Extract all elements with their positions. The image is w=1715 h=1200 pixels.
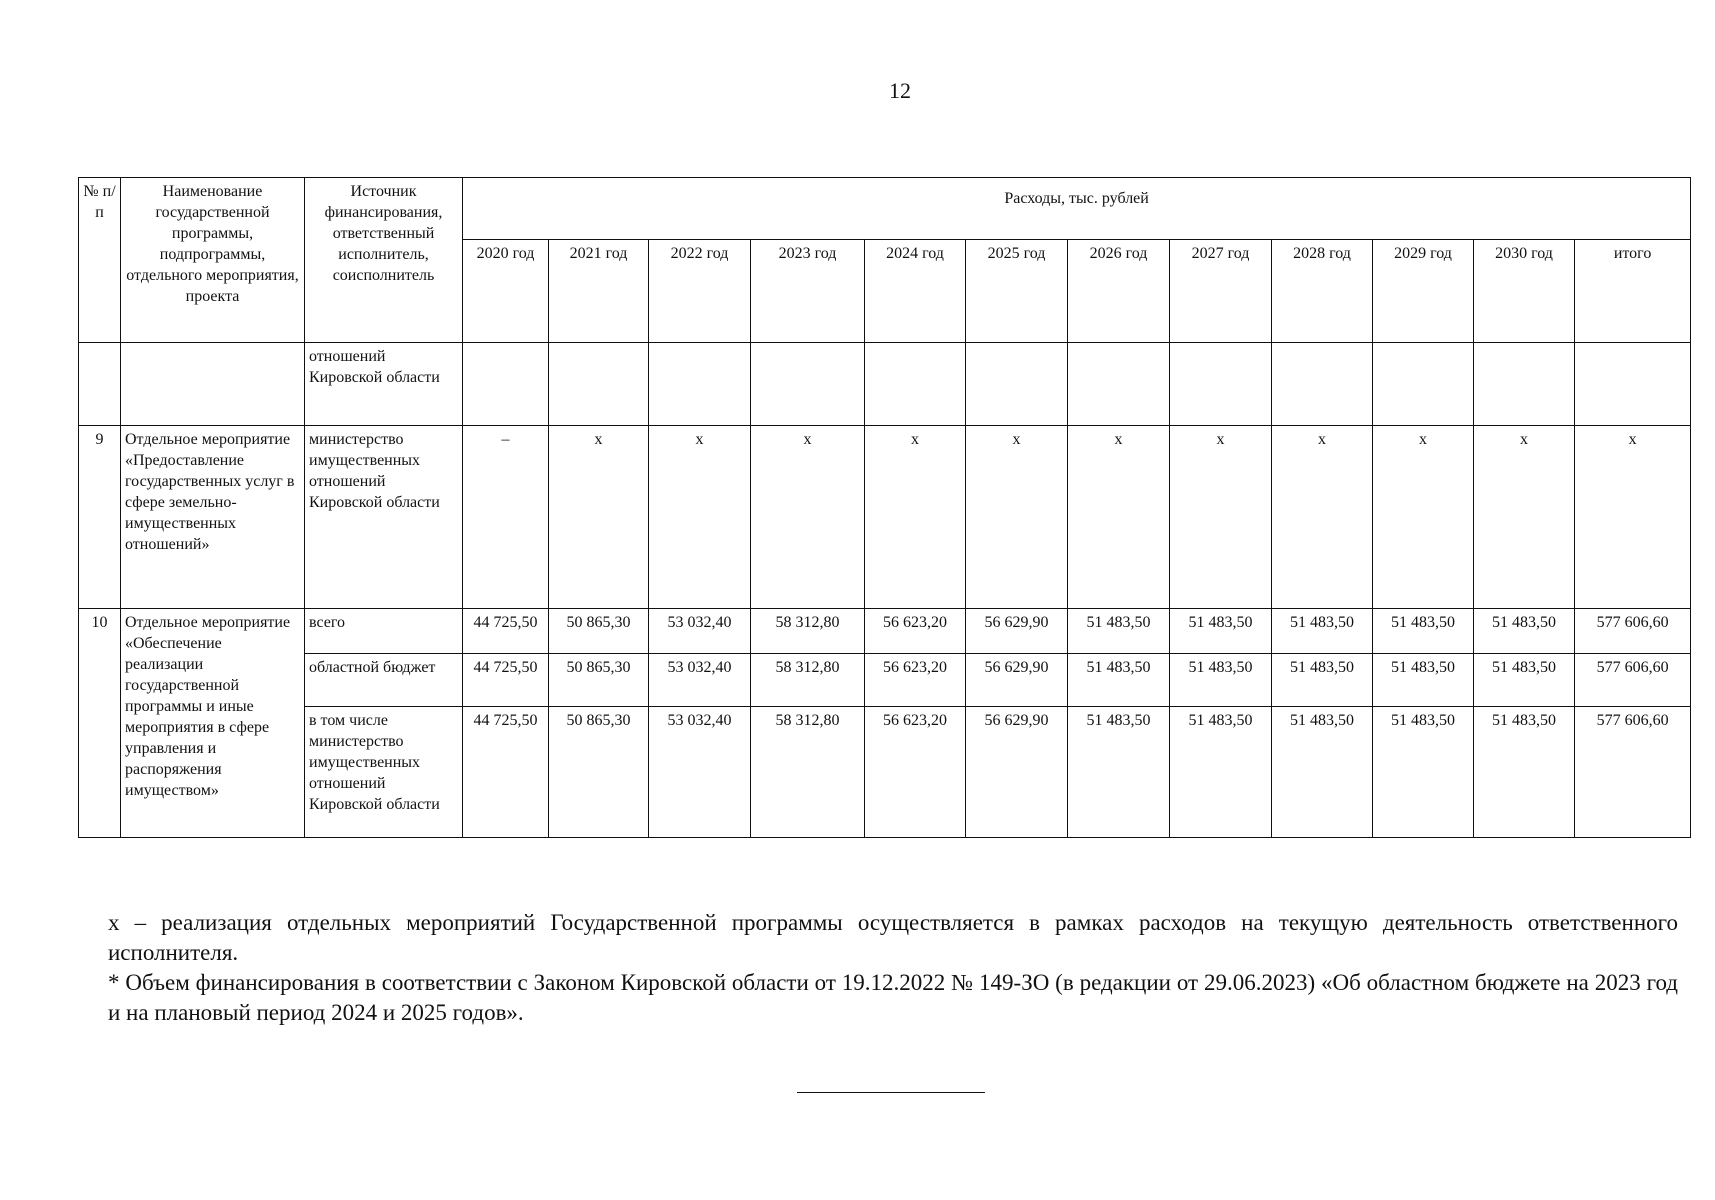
row-10-ministry-value-0: 44 725,50 (463, 707, 549, 838)
row-10-ministry-value-7: 51 483,50 (1170, 707, 1272, 838)
footnote-star: * Объем финансирования в соответствии с Законом Кировской области от 19.12.2022 № 149-ЗО (в редакции от 29.06.2023) «Об областном бюджете на 2023 год и на плановый период 2024 и 2025 годов». (108, 970, 1678, 1025)
row-10-ministry-value-8: 51 483,50 (1272, 707, 1373, 838)
cont-empty-cell (966, 343, 1068, 426)
row-9-value-3: х (751, 426, 865, 609)
year-header-11: итого (1575, 240, 1691, 343)
cont-empty-cell (549, 343, 649, 426)
cont-empty-cell (1474, 343, 1575, 426)
row-10-regional-value-3: 58 312,80 (751, 654, 865, 707)
row-10-regional-value-8: 51 483,50 (1272, 654, 1373, 707)
year-header-8: 2028 год (1272, 240, 1373, 343)
year-header-5: 2025 год (966, 240, 1068, 343)
row-10-ministry-value-2: 53 032,40 (649, 707, 751, 838)
row-10-name: Отдельное мероприятие «Обеспечение реализации государственной программы и иные мероприятия в сфере управления и распоряжения имуществом» (121, 609, 305, 838)
page-number: 12 (889, 78, 911, 103)
footnote-x: х – реализация отдельных мероприятий Государственной программы осуществляется в рамках расходов на текущую деятельность ответственного исполнителя. (108, 910, 1678, 965)
row-9-name: Отдельное мероприятие «Предоставление государственных услуг в сфере земельно-имущественных отношений» (121, 426, 305, 609)
row-10-source-ministry: в том числе министерство имущественных отношений Кировской области (305, 707, 463, 838)
year-header-0: 2020 год (463, 240, 549, 343)
row-10-ministry-value-9: 51 483,50 (1373, 707, 1474, 838)
cont-empty-cell (751, 343, 865, 426)
cont-empty-cell (649, 343, 751, 426)
header-row-1 (79, 178, 1691, 240)
row-10-ministry-value-5: 56 629,90 (966, 707, 1068, 838)
cont-empty-cell (1068, 343, 1170, 426)
row-9-value-9: х (1373, 426, 1474, 609)
row-10-ministry-value-1: 50 865,30 (549, 707, 649, 838)
row-10-regional-value-9: 51 483,50 (1373, 654, 1474, 707)
year-header-4: 2024 год (865, 240, 966, 343)
header-num: № п/п (79, 178, 121, 343)
row-10-ministry-value-3: 58 312,80 (751, 707, 865, 838)
row-10-total-value-2: 53 032,40 (649, 609, 751, 654)
continuation-row (79, 343, 1691, 426)
row-10-total-value-0: 44 725,50 (463, 609, 549, 654)
row-10-ministry (79, 707, 1691, 838)
row-10-total-value-3: 58 312,80 (751, 609, 865, 654)
row-9-value-11: х (1575, 426, 1691, 609)
row-10-ministry-value-6: 51 483,50 (1068, 707, 1170, 838)
year-header-7: 2027 год (1170, 240, 1272, 343)
row-9-num: 9 (79, 426, 121, 609)
row-9-value-10: х (1474, 426, 1575, 609)
row-10-total-value-1: 50 865,30 (549, 609, 649, 654)
row-10-total-value-6: 51 483,50 (1068, 609, 1170, 654)
row-9-value-6: х (1068, 426, 1170, 609)
row-10-total-value-4: 56 623,20 (865, 609, 966, 654)
end-rule (797, 1092, 985, 1093)
cont-empty-cell (1170, 343, 1272, 426)
cont-empty-cell (463, 343, 549, 426)
cont-name-cell (121, 343, 305, 426)
row-10-total-value-10: 51 483,50 (1474, 609, 1575, 654)
row-10-regional-value-1: 50 865,30 (549, 654, 649, 707)
row-10-total-value-7: 51 483,50 (1170, 609, 1272, 654)
row-9-value-7: х (1170, 426, 1272, 609)
row-10-regional-value-10: 51 483,50 (1474, 654, 1575, 707)
row-10-num: 10 (79, 609, 121, 838)
row-10-total-value-9: 51 483,50 (1373, 609, 1474, 654)
row-10-ministry-value-11: 577 606,60 (1575, 707, 1691, 838)
row-10-total-value-5: 56 629,90 (966, 609, 1068, 654)
row-10-regional-value-5: 56 629,90 (966, 654, 1068, 707)
header-source: Источник финансирования, ответственный исполнитель, соисполнитель (305, 178, 463, 343)
row-10-total-value-11: 577 606,60 (1575, 609, 1691, 654)
row-9-value-1: х (549, 426, 649, 609)
footnotes (108, 908, 1678, 1028)
cont-empty-cell (1373, 343, 1474, 426)
cont-empty-cell (865, 343, 966, 426)
year-header-1: 2021 год (549, 240, 649, 343)
row-9-value-0: – (463, 426, 549, 609)
year-header-6: 2026 год (1068, 240, 1170, 343)
budget-table (78, 177, 1691, 838)
row-10-ministry-value-4: 56 623,20 (865, 707, 966, 838)
cont-empty-cell (1575, 343, 1691, 426)
row-10-regional-value-2: 53 032,40 (649, 654, 751, 707)
cont-source-cell: отношений Кировской области (305, 343, 463, 426)
year-header-3: 2023 год (751, 240, 865, 343)
header-expenses: Расходы, тыс. рублей (463, 178, 1691, 240)
cont-empty-cell (1272, 343, 1373, 426)
row-10-regional-value-0: 44 725,50 (463, 654, 549, 707)
row-10-source-total: всего (305, 609, 463, 654)
cont-num-cell (79, 343, 121, 426)
row-9-source: министерство имущественных отношений Кировской области (305, 426, 463, 609)
row-10-regional-value-11: 577 606,60 (1575, 654, 1691, 707)
row-10-source-regional: областной бюджет (305, 654, 463, 707)
row-10-total (79, 609, 1691, 654)
row-9-value-5: х (966, 426, 1068, 609)
row-10-ministry-value-10: 51 483,50 (1474, 707, 1575, 838)
row-9-value-2: х (649, 426, 751, 609)
row-10-total-value-8: 51 483,50 (1272, 609, 1373, 654)
row-9 (79, 426, 1691, 609)
row-10-regional-value-7: 51 483,50 (1170, 654, 1272, 707)
row-9-value-4: х (865, 426, 966, 609)
year-header-10: 2030 год (1474, 240, 1575, 343)
row-10-regional-value-6: 51 483,50 (1068, 654, 1170, 707)
row-9-value-8: х (1272, 426, 1373, 609)
row-10-regional-value-4: 56 623,20 (865, 654, 966, 707)
row-10-regional (79, 654, 1691, 707)
year-header-2: 2022 год (649, 240, 751, 343)
year-header-9: 2029 год (1373, 240, 1474, 343)
header-name: Наименование государственной программы, подпрограммы, отдельного мероприятия, проекта (121, 178, 305, 343)
